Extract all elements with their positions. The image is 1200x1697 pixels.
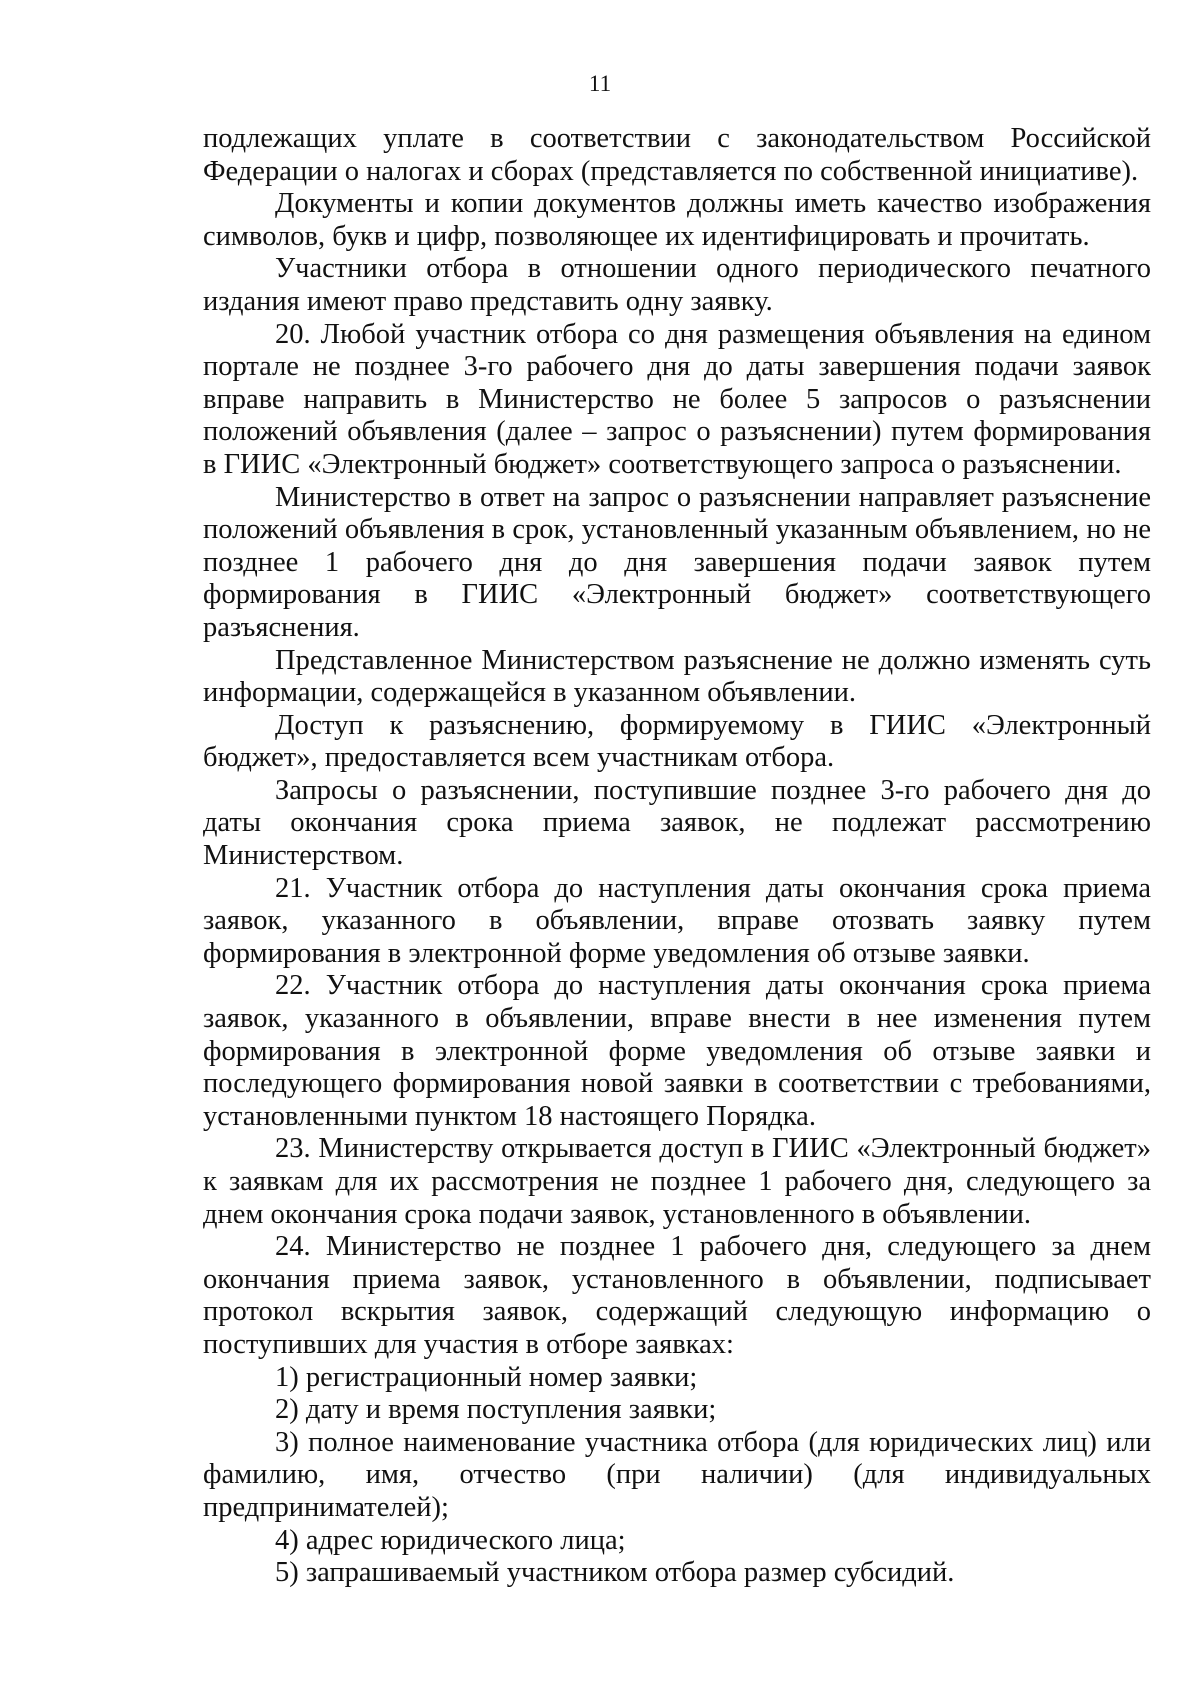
list-item-participant-name: 3) полное наименование участника отбора (для юридических лиц) или фамилию, имя, отчество (при наличии) (для индивидуальных предпринимателей);	[203, 1426, 1151, 1523]
list-item-registration-number: 1) регистрационный номер заявки;	[275, 1361, 698, 1393]
paragraph-one-application: Участники отбора в отношении одного периодического печатного издания имеют право представить одну заявку.	[203, 253, 1151, 317]
paragraph-clause-21: 21. Участник отбора до наступления даты окончания срока приема заявок, указанного в объявлении, вправе отозвать заявку путем формирования в электронной форме уведомления об отзыве заявки.	[203, 872, 1151, 969]
paragraph-clarification-access: Доступ к разъяснению, формируемому в ГИИС «Электронный бюджет», предоставляется всем участникам отбора.	[203, 709, 1151, 774]
paragraph-late-requests: Запросы о разъяснении, поступившие позднее 3-го рабочего дня до даты окончания срока приема заявок, не подлежат рассмотрению Министерством.	[203, 774, 1151, 872]
paragraph-clarification-content: Представленное Министерством разъяснение не должно изменять суть информации, содержащейся в указанном объявлении.	[203, 644, 1151, 709]
list-item-subsidy-amount: 5) запрашиваемый участником отбора размер субсидий.	[275, 1557, 955, 1589]
paragraph-clause-22: 22. Участник отбора до наступления даты окончания срока приема заявок, указанного в объявлении, вправе внести в нее изменения путем формирования в электронной форме уведомления об отзыве заявки и последующего формирования новой заявки в соответствии с требованиями, установленными пунктом 18 настоящего Порядка.	[203, 970, 1151, 1132]
paragraph-clause-24: 24. Министерство не позднее 1 рабочего дня, следующего за днем окончания приема заявок, установленного в объявлении, подписывает протокол вскрытия заявок, содержащий следующую информацию о поступивших для участия в отборе заявках:	[203, 1231, 1151, 1360]
paragraph-clause-23: 23. Министерству открывается доступ в ГИИС «Электронный бюджет» к заявкам для их рассмотрения не позднее 1 рабочего дня, следующего за днем окончания срока подачи заявок, установленного в объявлении.	[203, 1133, 1151, 1230]
list-item-legal-address: 4) адрес юридического лица;	[275, 1524, 626, 1556]
paragraph-document-quality: Документы и копии документов должны иметь качество изображения символов, букв и цифр, позволяющее их идентифицировать и прочитать.	[203, 188, 1151, 252]
list-item-date-time: 2) дату и время поступления заявки;	[275, 1394, 717, 1426]
paragraph-continuation: подлежащих уплате в соответствии с законодательством Российской Федерации о налогах и сборах (представляется по собственной инициативе).	[203, 123, 1151, 187]
paragraph-clause-20: 20. Любой участник отбора со дня размещения объявления на едином портале не позднее 3-го рабочего дня до даты завершения подачи заявок вправе направить в Министерство не более 5 запросов о разъяснении положений объявления (далее – запрос о разъяснении) путем формирования в ГИИС «Электронный бюджет» соответствующего запроса о разъяснении.	[203, 318, 1151, 480]
paragraph-ministry-response: Министерство в ответ на запрос о разъяснении направляет разъяснение положений объявления в срок, установленный указанным объявлением, но не позднее 1 рабочего дня до дня завершения подачи заявок путем формирования в ГИИС «Электронный бюджет» соответствующего разъяснения.	[203, 481, 1151, 643]
document-body	[203, 123, 1151, 1590]
page-number: 11	[588, 71, 612, 96]
